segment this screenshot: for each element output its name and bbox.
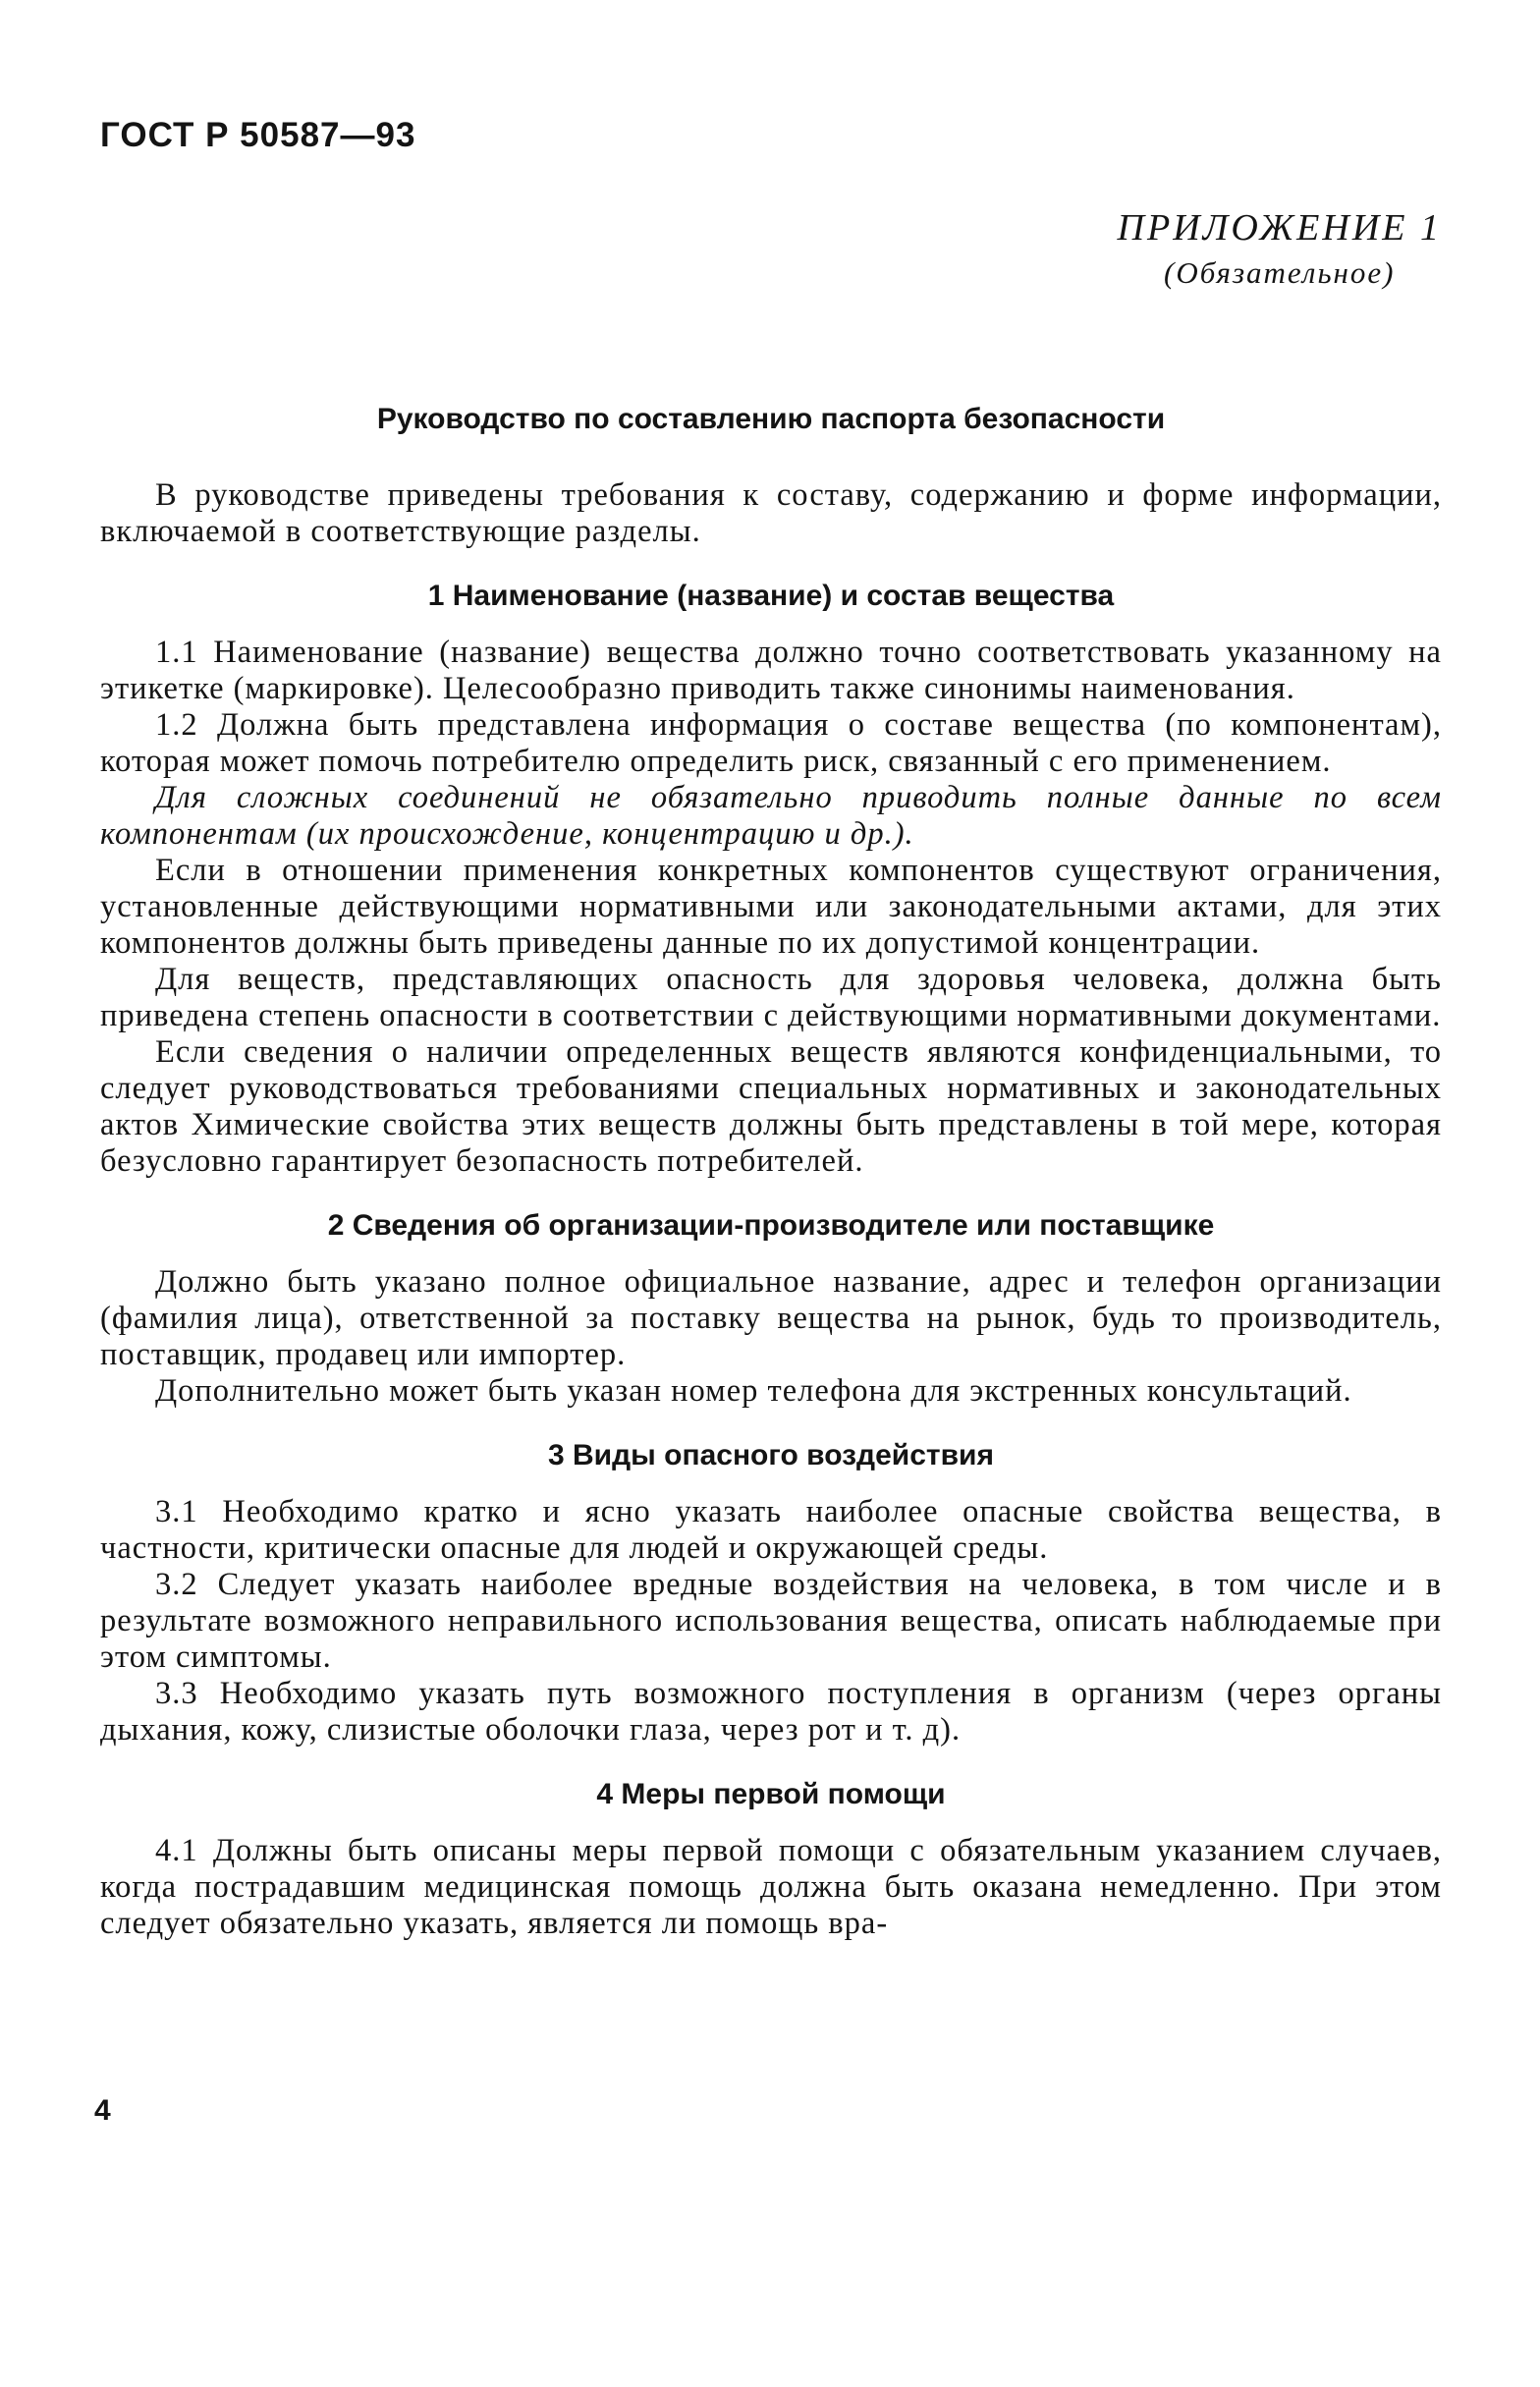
document-title: Руководство по составлению паспорта безопасности — [376, 403, 1166, 435]
paragraph: Если в отношении применения конкретных компонентов существуют ограничения, установленные действующими нормативными или законодательными актами, для этих компонентов должны быть приведены данные по их допустимой концентрации. — [100, 853, 1442, 961]
section-1-heading: 1 Наименование (название) и состав вещества — [427, 580, 1115, 612]
paragraph: Дополнительно может быть указан номер телефона для экстренных консультаций. — [155, 1373, 1352, 1409]
paragraph: 3.1 Необходимо кратко и ясно указать наиболее опасные свойства вещества, в частности, критически опасные для людей и окружающей среды. — [100, 1494, 1442, 1566]
section-3-heading: 3 Виды опасного воздействия — [548, 1439, 994, 1471]
section-4-heading: 4 Меры первой помощи — [596, 1778, 946, 1810]
paragraph: Должно быть указано полное официальное название, адрес и телефон организации (фамилия лица), ответственной за поставку вещества на рынок, будь то производитель, поставщик, продавец или импортер. — [100, 1264, 1442, 1372]
paragraph: 4.1 Должны быть описаны меры первой помощи с обязательным указанием случаев, когда пострадавшим медицинская помощь должна быть оказана немедленно. При этом следует обязательно указать, является ли помощь вра- — [100, 1833, 1442, 1941]
standard-code: ГОСТ Р 50587—93 — [100, 116, 416, 154]
paragraph: 1.1 Наименование (название) вещества должно точно соответствовать указанному на этикетке (маркировке). Целесообразно приводить также синонимы наименования. — [100, 635, 1442, 706]
intro-paragraph: В руководстве приведены требования к составу, содержанию и форме информации, включаемой в соответствующие разделы. — [100, 477, 1442, 549]
appendix-label — [1118, 206, 1442, 291]
paragraph: 3.2 Следует указать наиболее вредные воздействия на человека, в том числе и в результате возможного неправильного использования вещества, описать наблюдаемые при этом симптомы. — [100, 1567, 1442, 1675]
document-body — [100, 401, 1442, 1942]
appendix-note: (Обязательное) — [1164, 255, 1396, 290]
paragraph: 1.2 Должна быть представлена информация о составе вещества (по компонентам), которая может помочь потребителю определить риск, связанный с его применением. — [100, 707, 1442, 779]
paragraph: Если сведения о наличии определенных веществ являются конфиденциальными, то следует руководствоваться требованиями специальных нормативных и законодательных актов Химические свойства этих веществ должны быть представлены в той мере, которая безусловно гарантирует безопасность потребителей. — [100, 1034, 1442, 1179]
paragraph: Для сложных соединений не обязательно приводить полные данные по всем компонентам (их происхождение, концентрацию и др.). — [100, 780, 1442, 852]
section-2-heading: 2 Сведения об организации-производителе или поставщике — [327, 1209, 1215, 1242]
page-number: 4 — [94, 2094, 111, 2127]
paragraph: Для веществ, представляющих опасность для здоровья человека, должна быть приведена степень опасности в соответствии с действующими нормативными документами. — [100, 962, 1442, 1033]
paragraph: 3.3 Необходимо указать путь возможного поступления в организм (через органы дыхания, кожу, слизистые оболочки глаза, через рот и т. д). — [100, 1676, 1442, 1748]
appendix-title: ПРИЛОЖЕНИЕ 1 — [1117, 207, 1442, 249]
